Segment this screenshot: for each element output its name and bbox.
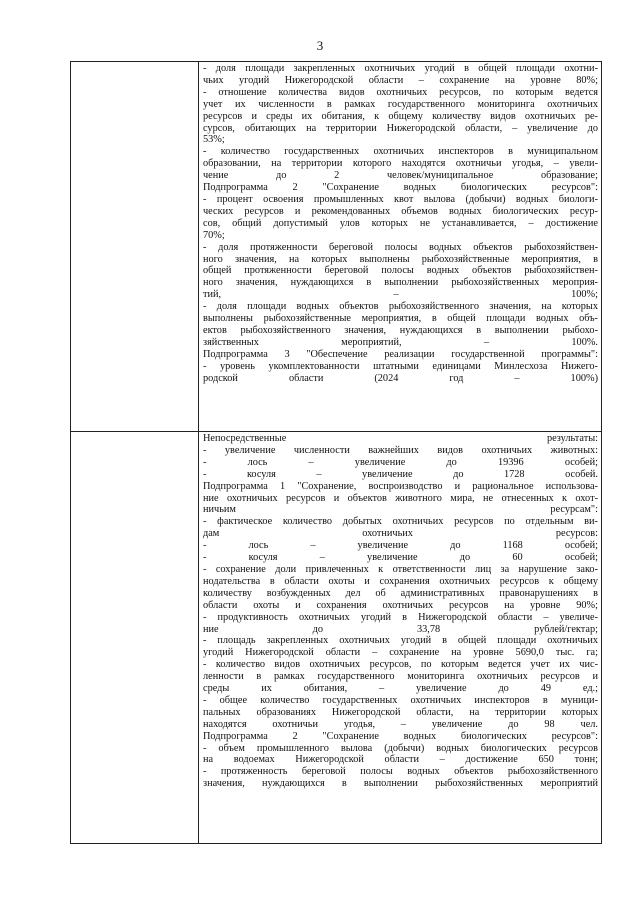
text-line: ние до 33,78 рублей/гектар; — [203, 623, 598, 635]
text-line: ческих ресурсов и рекомендованных объемов водных биологических ресур- — [203, 205, 598, 217]
text-line: Подпрограмма 3 "Обеспечение реализации государственной программы": — [203, 348, 598, 360]
text-line: Подпрограмма 1 "Сохранение, воспроизводство и рациональное использова- — [203, 480, 598, 492]
cell-text-block — [199, 432, 601, 790]
text-line: нодательства в области охоты и сохранения охотничьих ресурсов к общему — [203, 575, 598, 587]
text-line: Непосредственные результаты: — [203, 433, 598, 444]
text-line: количеству возбужденных дел об административных правонарушениях в — [203, 587, 598, 599]
text-line: 53%; — [203, 134, 225, 146]
page-number: 3 — [316, 38, 324, 53]
text-line: чьих угодий Нижегородской области – сохранение на уровне 80%; — [203, 74, 598, 86]
text-line: чение до 2 человек/муниципальное образование; — [203, 170, 598, 182]
text-line: области охоты и сохранения охотничьих ресурсов на уровне 90%; — [203, 599, 598, 611]
text-line: ресурсов и среды их обитания, к общему количеству видов охотничьих ре- — [203, 110, 598, 122]
text-line: - площадь закрепленных охотничьих угодий в общей площади охотничьих — [203, 635, 598, 647]
text-line: дам охотничьих ресурсов: — [203, 528, 598, 540]
text-line: - объем промышленного вылова (добычи) водных биологических ресурсов — [203, 742, 598, 754]
text-line: - сохранение доли привлеченных к ответственности лиц за нарушение зако- — [203, 563, 598, 575]
text-line: общей протяженности береговой полосы водных объектов рыбохозяйствен- — [203, 265, 598, 277]
text-line: - лось – увеличение до 1168 особей; — [203, 540, 598, 552]
text-line: тий, – 100%; — [203, 289, 598, 301]
text-line: - количество государственных охотничьих инспекторов в муниципальном — [203, 146, 598, 158]
text-line: находятся охотничьи угодья, – увеличение до 98 чел. — [203, 718, 598, 730]
text-line: зяйственных мероприятий, – 100%. — [203, 336, 598, 348]
text-line: ленности в рамках государственного мониторинга охотничьих ресурсов и — [203, 671, 598, 683]
text-line: значения, нуждающихся в выполнении рыбохозяйственных мероприятий — [203, 778, 598, 790]
table-cell-right — [199, 62, 602, 432]
table-row — [71, 62, 602, 432]
text-line: - доля площади водных объектов рыбохозяйственного значения, на которых — [203, 301, 598, 313]
text-line: - доля протяженности береговой полосы водных объектов рыбохозяйствен- — [203, 241, 598, 253]
text-line: 70%; — [203, 229, 225, 241]
text-line: родской области (2024 год – 100%) — [203, 372, 598, 384]
text-line: - фактическое количество добытых охотничьих ресурсов по отдельным ви- — [203, 516, 598, 528]
text-line: - процент освоения промышленных квот вылова (добычи) водных биологи- — [203, 193, 598, 205]
program-table — [70, 61, 602, 844]
text-line: сов, общий допустимый улов которых не устанавливается, – достижение — [203, 217, 598, 229]
cell-left-text — [71, 432, 198, 433]
text-line: - уровень укомплектованности штатными единицами Минлесхоза Нижего- — [203, 360, 598, 372]
text-line: Подпрограмма 2 "Сохранение водных биологических ресурсов": — [203, 730, 598, 742]
text-line: ничьим ресурсам": — [203, 504, 598, 516]
text-line: - косуля – увеличение до 60 особей; — [203, 552, 598, 564]
text-line: - лось – увеличение до 19396 особей; — [203, 456, 598, 468]
text-line: на водоемах Нижегородской области – достижение 650 тонн; — [203, 754, 598, 766]
text-line: - протяженность береговой полосы водных объектов рыбохозяйственного — [203, 766, 598, 778]
table-cell-right — [199, 432, 602, 844]
text-line: - косуля – увеличение до 1728 особей. — [203, 468, 598, 480]
text-line: ного значения, нуждающихся в выполнении рыбохозяйственных мероприя- — [203, 277, 598, 289]
cell-text-block — [199, 62, 601, 384]
cell-left-text — [71, 62, 198, 63]
text-line: ного значения, на которых выполнены рыбохозяйственные мероприятия, в — [203, 253, 598, 265]
table-cell-left — [71, 432, 199, 844]
text-line: ние охотничьих ресурсов и объектов животного мира, не отнесенных к охот- — [203, 492, 598, 504]
text-line: - отношение количества видов охотничьих ресурсов, по которым ведется — [203, 86, 598, 98]
text-line: Подпрограмма 2 "Сохранение водных биологических ресурсов": — [203, 182, 598, 194]
text-line: угодий Нижегородской области – сохранение на уровне 5690,0 тыс. га; — [203, 647, 598, 659]
text-line: учет их численности в рамках государственного мониторинга охотничьих — [203, 98, 598, 110]
text-line: - количество видов охотничьих ресурсов, по которым ведется учет их чис- — [203, 659, 598, 671]
text-line: выполнены рыбохозяйственные мероприятия, в общей площади водных объ- — [203, 313, 598, 325]
text-line: среды их обитания, – увеличение до 49 ед.; — [203, 683, 598, 695]
text-line: - доля площади закрепленных охотничьих угодий в общей площади охотни- — [203, 63, 598, 74]
table-row — [71, 432, 602, 844]
text-line: - увеличение численности важнейших видов охотничьих животных: — [203, 444, 598, 456]
text-line: - общее количество государственных охотничьих инспекторов в муници- — [203, 694, 598, 706]
text-line: - продуктивность охотничьих угодий в Нижегородской области – увеличе- — [203, 611, 598, 623]
text-line: сурсов, обитающих на территории Нижегородской области, – увеличение до — [203, 122, 598, 134]
text-line: образовании, на территории которого находятся охотничьи угодья, – увели- — [203, 158, 598, 170]
table-cell-left — [71, 62, 199, 432]
text-line: пальных образованиях Нижегородской области, на территории которых — [203, 706, 598, 718]
text-line: ектов рыбохозяйственного значения, нуждающихся в выполнении рыбохо- — [203, 324, 598, 336]
